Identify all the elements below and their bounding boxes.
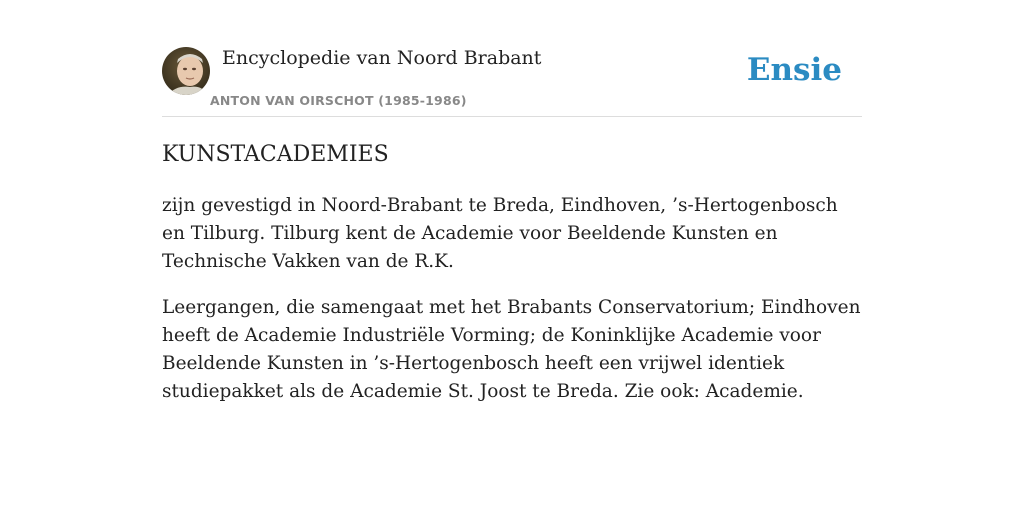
author-portrait-image <box>162 47 210 95</box>
author-name[interactable]: ANTON VAN OIRSCHOT (1985-1986) <box>210 93 467 108</box>
publication-name[interactable]: Encyclopedie van Noord Brabant <box>222 47 542 69</box>
page-container <box>162 0 862 402</box>
author-avatar[interactable] <box>162 47 210 95</box>
header <box>162 0 862 117</box>
ensie-logo[interactable]: Ensie <box>746 52 842 88</box>
article-paragraph-1: zijn gevestigd in Noord-Brabant te Breda, Eindhoven, ’s-Hertogenbosch en Tilburg. Tilburg kent de Academie voor Beeldende Kunsten en Technische Vakken van de R.K. <box>162 195 838 272</box>
article-body <box>162 192 862 424</box>
article-title: KUNSTACADEMIES <box>162 142 389 167</box>
article-paragraph-2: Leergangen, die samengaat met het Brabants Conservatorium; Eindhoven heeft de Academie Industriële Vorming; de Koninklijke Academie voor Beeldende Kunsten in ’s-Hertogenbosch heeft een vrijwel identiek studiepakket als de Academie St. Joost te Breda. Zie ook: Academie. <box>162 297 861 402</box>
